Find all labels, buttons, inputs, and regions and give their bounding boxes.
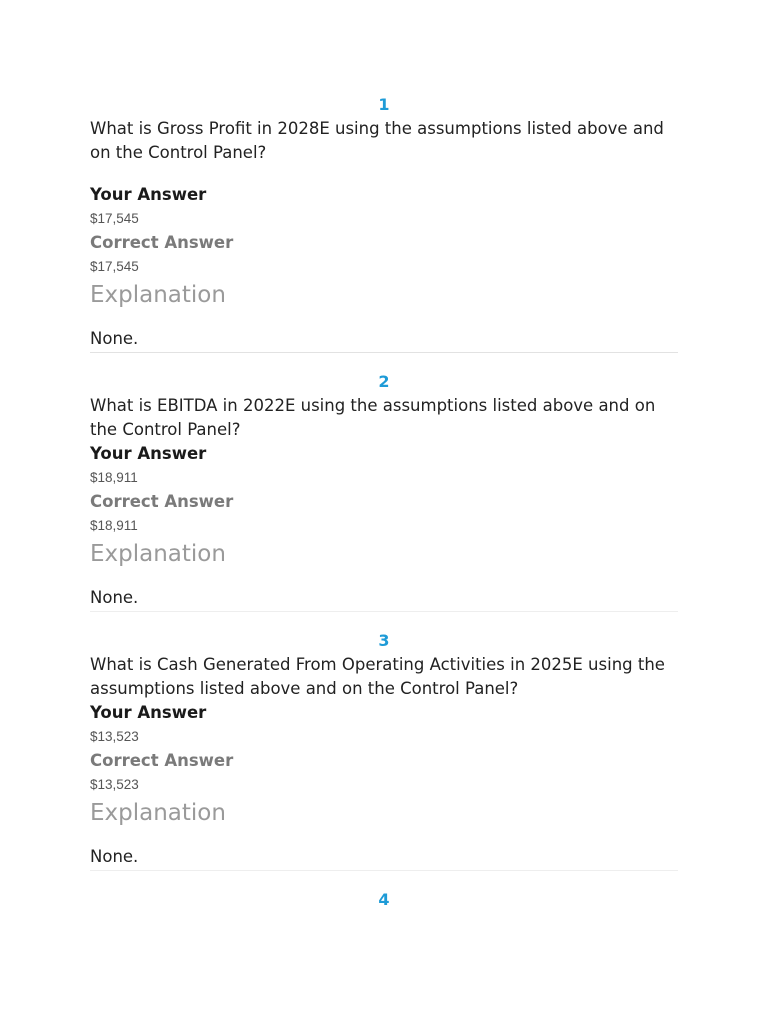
correct-answer-label: Correct Answer <box>90 233 234 252</box>
question-divider <box>90 870 678 871</box>
spacer <box>90 165 678 183</box>
your-answer-value: $18,911 <box>90 470 138 485</box>
your-answer-value: $13,523 <box>90 729 139 744</box>
question-number: 2 <box>378 372 390 391</box>
question-text: What is Gross Profit in 2028E using the assumptions listed above and on the Control Panel? <box>90 119 664 162</box>
correct-answer-value: $18,911 <box>90 518 138 533</box>
question-block-1 <box>90 93 678 353</box>
correct-answer-value: $17,545 <box>90 259 139 274</box>
correct-answer-label: Correct Answer <box>90 492 234 511</box>
explanation-text: None. <box>90 329 139 348</box>
explanation-label: Explanation <box>90 541 226 567</box>
correct-answer-label: Correct Answer <box>90 751 234 770</box>
question-divider <box>90 611 678 612</box>
question-divider <box>90 352 678 353</box>
explanation-text: None. <box>90 847 139 866</box>
question-block-3 <box>90 629 678 871</box>
your-answer-label: Your Answer <box>90 444 207 463</box>
question-number: 4 <box>378 890 390 909</box>
explanation-label: Explanation <box>90 800 226 826</box>
correct-answer-value: $13,523 <box>90 777 139 792</box>
question-text: What is Cash Generated From Operating Activities in 2025E using the assumptions listed above and on the Control Panel? <box>90 655 665 698</box>
quiz-results <box>90 93 678 912</box>
question-number: 3 <box>378 631 390 650</box>
your-answer-label: Your Answer <box>90 703 207 722</box>
your-answer-value: $17,545 <box>90 211 139 226</box>
explanation-text: None. <box>90 588 139 607</box>
your-answer-label: Your Answer <box>90 185 207 204</box>
question-number: 1 <box>378 95 390 114</box>
explanation-label: Explanation <box>90 282 226 308</box>
question-text: What is EBITDA in 2022E using the assumptions listed above and on the Control Panel? <box>90 396 656 439</box>
question-block-2 <box>90 370 678 612</box>
question-block-4 <box>90 888 678 912</box>
